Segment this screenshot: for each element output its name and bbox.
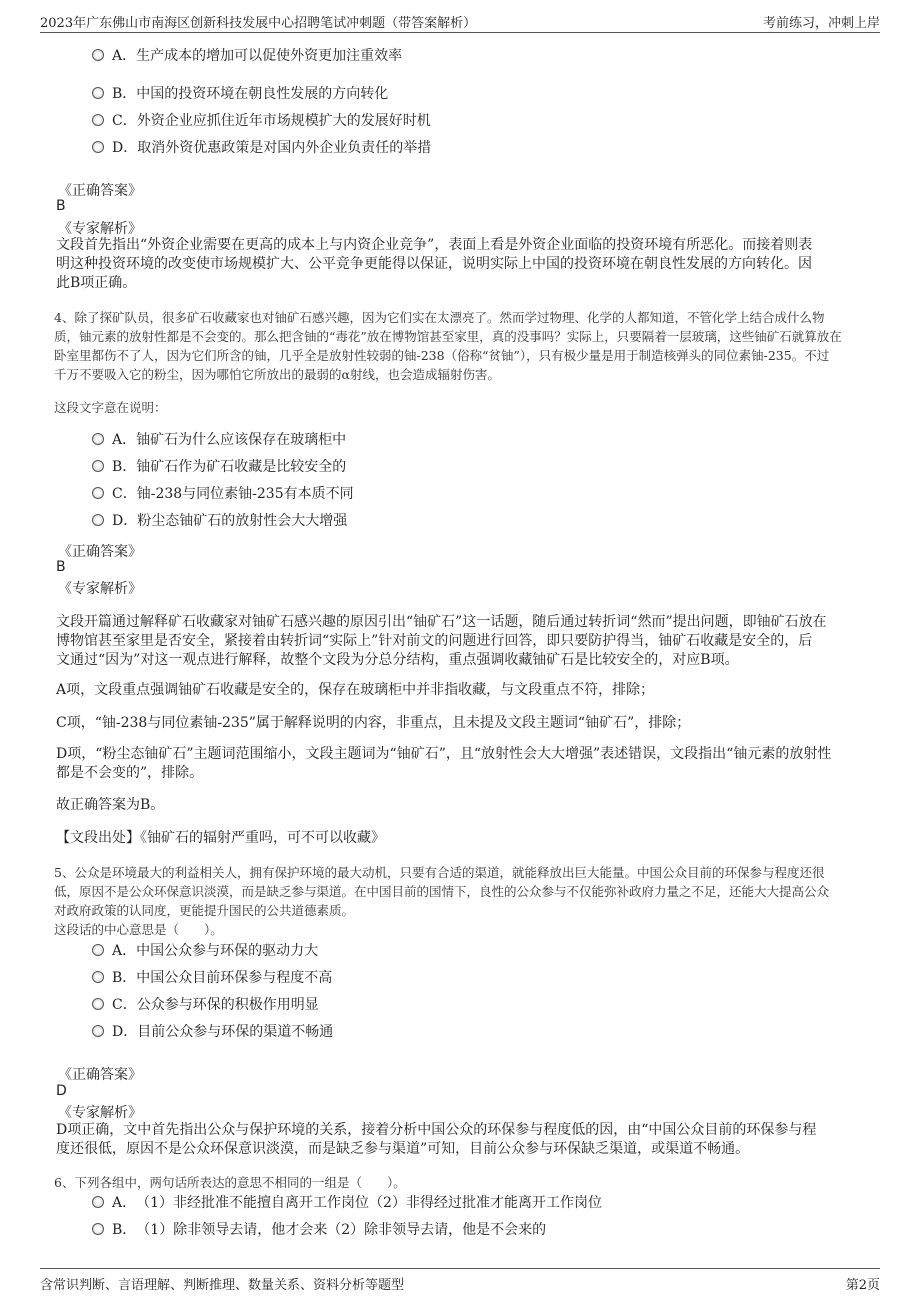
option-q6-a[interactable]: A．（1）非经批准不能擅自离开工作岗位（2）非得经过批准才能离开工作岗位 [92, 1193, 602, 1213]
analysis-text: D项正确，文中首先指出公众与保护环境的关系，接着分析中国公众的环保参与程度低的因，由“中国公众目前的环保参与程 度还很低，原因不是公众环保意识淡漠，而是缺乏参与渠道”可知，目前公众参与环保缺乏渠道，或渠道不畅通。 [56, 1122, 817, 1157]
radio-icon[interactable] [92, 114, 104, 126]
radio-icon[interactable] [92, 998, 104, 1010]
answer-label: 《正确答案》 [58, 544, 142, 560]
answer-value: D [56, 1083, 67, 1099]
radio-icon[interactable] [92, 487, 104, 499]
answer-value: B [56, 559, 66, 575]
question-prompt: 这段话的中心意思是（ ）。 [54, 922, 223, 937]
radio-icon[interactable] [92, 514, 104, 526]
question-stem: 5、公众是环境最大的利益相关人，拥有保护环境的最大动机，只要有合适的渠道，就能释放出巨大能量。中国公众目前的环保参与程度还很 低，原因不是公众环保意识淡漠，而是缺乏参与渠道。在中国目前的国情下，良性的公众参与不仅能弥补政府力量之不足，还能大大提高公众 对政府政策的认同度，更能提升国民的公共道德素质。 [54, 865, 830, 918]
option-q4-d[interactable]: D．粉尘态铀矿石的放射性会大大增强 [92, 511, 347, 531]
header-title: 2023年广东佛山市南海区创新科技发展中心招聘笔试冲刺题（带答案解析） [40, 16, 477, 31]
header-slogan: 考前练习，冲刺上岸 [762, 16, 880, 31]
option-q5-a[interactable]: A．中国公众参与环保的驱动力大 [92, 941, 318, 961]
radio-icon[interactable] [92, 460, 104, 472]
page-footer [40, 1268, 880, 1295]
page-header [40, 8, 880, 33]
option-q6-b[interactable]: B．（1）除非领导去请，他才会来（2）除非领导去请，他是不会来的 [92, 1220, 546, 1240]
radio-icon[interactable] [92, 433, 104, 445]
option-q3-d[interactable]: D．取消外资优惠政策是对国内外企业负责任的举措 [92, 138, 431, 158]
option-q5-c[interactable]: C．公众参与环保的积极作用明显 [92, 995, 319, 1015]
footer-topics: 含常识判断、言语理解、判断推理、数量关系、资料分析等题型 [40, 1278, 405, 1293]
analysis-option-d: D项，“粉尘态铀矿石”主题词范围缩小，文段主题词为“铀矿石”，且“放射性会大大增强”表述错误，文段指出“铀元素的放射性 都是不会变的”，排除。 [56, 746, 832, 781]
analysis-option-a: A项，文段重点强调铀矿石收藏是安全的，保存在玻璃柜中并非指收藏，与文段重点不符，排除； [56, 682, 655, 698]
radio-icon[interactable] [92, 944, 104, 956]
question-stem: 4、除了探矿队员，很多矿石收藏家也对铀矿石感兴趣，因为它们实在太漂亮了。然而学过物理、化学的人都知道，不管化学上结合成什么物 质，铀元素的放射性都是不会变的。那么把含铀的“毒花”放在博物馆甚至家里，真的没事吗？实际上，只要隔着一层玻璃，这些铀矿石就算放在 卧室里都伤不了人，因为它们所含的铀，几乎全是放射性较弱的铀-238（俗称“贫铀”），只有极少量是用于制造核弹头的同位素铀-235。不过 千万不要吸入它的粉尘，因为哪怕它所放出的最弱的α射线，也会造成辐射伤害。 [54, 310, 842, 382]
analysis-conclusion: 故正确答案为B。 [56, 797, 165, 813]
radio-icon[interactable] [92, 1196, 104, 1208]
radio-icon[interactable] [92, 49, 104, 61]
option-q3-a[interactable]: A．生产成本的增加可以促使外资更加注重效率 [92, 46, 402, 66]
answer-label: 《正确答案》 [58, 1067, 142, 1083]
analysis-option-c: C项，“铀-238与同位素铀-235”属于解释说明的内容，非重点，且未提及文段主题词“铀矿石”，排除； [56, 715, 691, 731]
answer-value: B [56, 198, 66, 214]
radio-icon[interactable] [92, 87, 104, 99]
option-q4-a[interactable]: A．铀矿石为什么应该保存在玻璃柜中 [92, 430, 346, 450]
radio-icon[interactable] [92, 1025, 104, 1037]
option-q3-c[interactable]: C．外资企业应抓住近年市场规模扩大的发展好时机 [92, 111, 431, 131]
analysis-label: 《专家解析》 [58, 1105, 142, 1121]
question-stem: 6、下列各组中，两句话所表达的意思不相同的一组是（ ）。 [54, 1175, 406, 1190]
analysis-text: 文段首先指出“外资企业需要在更高的成本上与内资企业竞争”，表面上看是外资企业面临的投资环境有所恶化。而接着则表 明这种投资环境的改变使市场规模扩大、公平竞争更能得以保证，说明实际上中国的投资环境在朝良性发展的方向转化。因 此B项正确。 [56, 237, 813, 291]
option-q5-b[interactable]: B．中国公众目前环保参与程度不高 [92, 968, 332, 988]
passage-source: 【文段出处】《铀矿石的辐射严重吗，可不可以收藏》 [56, 830, 385, 846]
answer-label: 《正确答案》 [58, 183, 142, 199]
option-q4-c[interactable]: C．铀-238与同位素铀-235有本质不同 [92, 484, 354, 504]
page-number: 第2页 [845, 1278, 880, 1293]
option-q4-b[interactable]: B．铀矿石作为矿石收藏是比较安全的 [92, 457, 346, 477]
analysis-text: 文段开篇通过解释矿石收藏家对铀矿石感兴趣的原因引出“铀矿石”这一话题，随后通过转折词“然而”提出问题，即铀矿石放在 博物馆甚至家里是否安全，紧接着由转折词“实际上”针对前文的问题进行回答，即只要防护得当，铀矿石收藏是安全的，后 文通过“因为”对这一观点进行解释，故整个文段为分总分结构，重点强调收藏铀矿石是比较安全的，对应B项。 [56, 614, 827, 668]
question-prompt: 这段文字意在说明： [54, 400, 167, 415]
analysis-label: 《专家解析》 [58, 581, 142, 597]
radio-icon[interactable] [92, 141, 104, 153]
radio-icon[interactable] [92, 971, 104, 983]
radio-icon[interactable] [92, 1223, 104, 1235]
analysis-label: 《专家解析》 [58, 221, 142, 237]
option-q5-d[interactable]: D．目前公众参与环保的渠道不畅通 [92, 1022, 333, 1042]
option-q3-b[interactable]: B．中国的投资环境在朝良性发展的方向转化 [92, 84, 388, 104]
